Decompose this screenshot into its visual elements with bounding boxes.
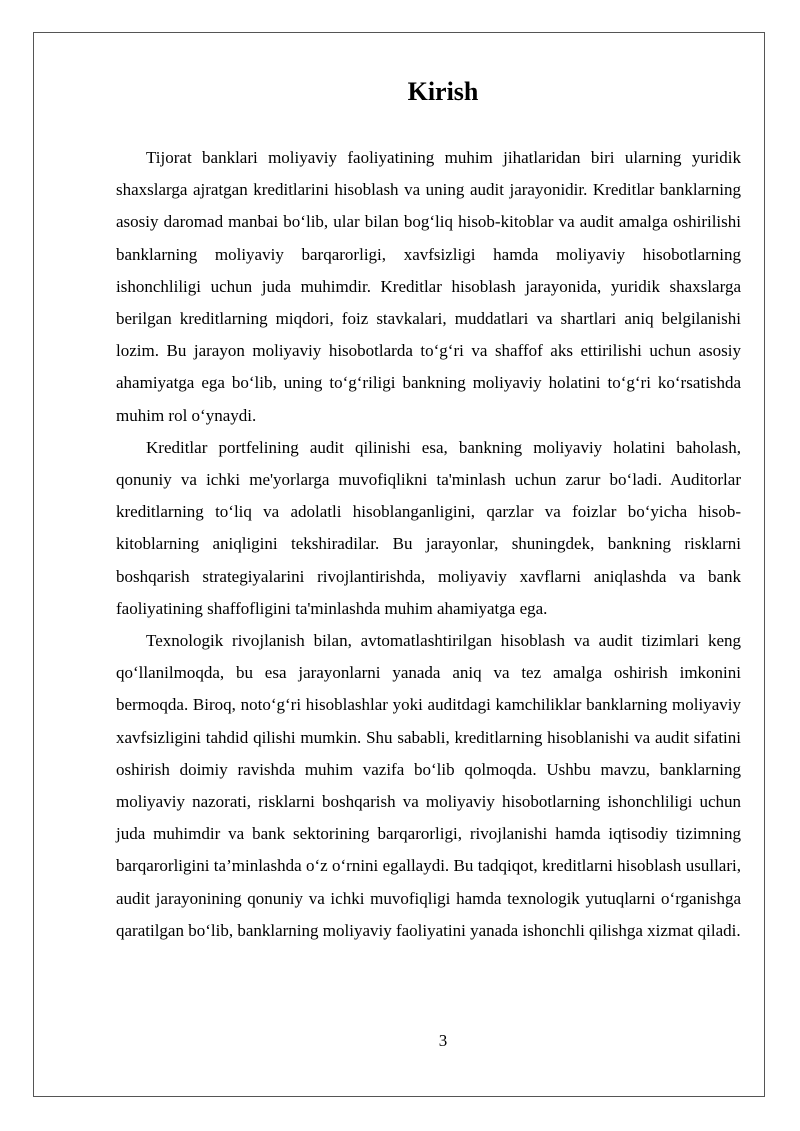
- page-title: Kirish: [407, 77, 479, 106]
- body-paragraph: Tijorat banklari moliyaviy faoliyatining muhim jihatlaridan biri ularning yuridik shaxslarga ajratgan kreditlarini hisoblash va uning audit jarayonidir. Kreditlar banklarning asosiy daromad manbai bo‘lib, ular bilan bog‘liq hisob-kitoblar va audit amalga oshirilishi banklarning moliyaviy barqarorligi, xavfsizligi hamda moliyaviy hisobotlarning ishonchliligi uchun juda muhimdir. Kreditlar hisoblash jarayonida, yuridik shaxslarga berilgan kreditlarning miqdori, foiz stavkalari, muddatlari va shartlari aniq belgilanishi lozim. Bu jarayon moliyaviy hisobotlarda to‘g‘ri va shaffof aks ettirilishi uchun asosiy ahamiyatga ega bo‘lib, uning to‘g‘riligi bankning moliyaviy holatini to‘g‘ri ko‘rsatishda muhim rol o‘ynaydi.: [116, 148, 741, 425]
- page-number: 3: [438, 1031, 448, 1050]
- document-body: [116, 142, 741, 947]
- body-paragraph: Texnologik rivojlanish bilan, avtomatlashtirilgan hisoblash va audit tizimlari keng qo‘llanilmoqda, bu esa jarayonlarni yanada aniq va tez amalga oshirish imkonini bermoqda. Biroq, noto‘g‘ri hisoblashlar yoki auditdagi kamchiliklar banklarning moliyaviy xavfsizligini tahdid qilishi mumkin. Shu sababli, kreditlarning hisoblanishi va audit sifatini oshirish doimiy ravishda muhim vazifa bo‘lib qolmoqda. Ushbu mavzu, banklarning moliyaviy nazorati, risklarni boshqarish va moliyaviy hisobotlarning ishonchliligi uchun juda muhimdir va bank sektorining barqarorligi, rivojlanishi hamda iqtisodiy tizimning barqarorligini ta’minlashda o‘z o‘rnini egallaydi. Bu tadqiqot, kreditlarni hisoblash usullari, audit jarayonining qonuniy va ichki muvofiqligi hamda texnologik yutuqlarni o‘rganishga qaratilgan bo‘lib, banklarning moliyaviy faoliyatini yanada ishonchli qilishga xizmat qiladi.: [116, 631, 741, 940]
- body-paragraph: Kreditlar portfelining audit qilinishi esa, bankning moliyaviy holatini baholash, qonuniy va ichki me'yorlarga muvofiqlikni ta'minlash uchun zarur bo‘ladi. Auditorlar kreditlarning to‘liq va adolatli hisoblanganligini, qarzlar va foizlar bo‘yicha hisob-kitoblarning aniqligini tekshiradilar. Bu jarayonlar, shuningdek, bankning risklarni boshqarish strategiyalarini rivojlantirishda, moliyaviy xavflarni aniqlashda va bank faoliyatining shaffofligini ta'minlashda muhim ahamiyatga ega.: [116, 437, 741, 618]
